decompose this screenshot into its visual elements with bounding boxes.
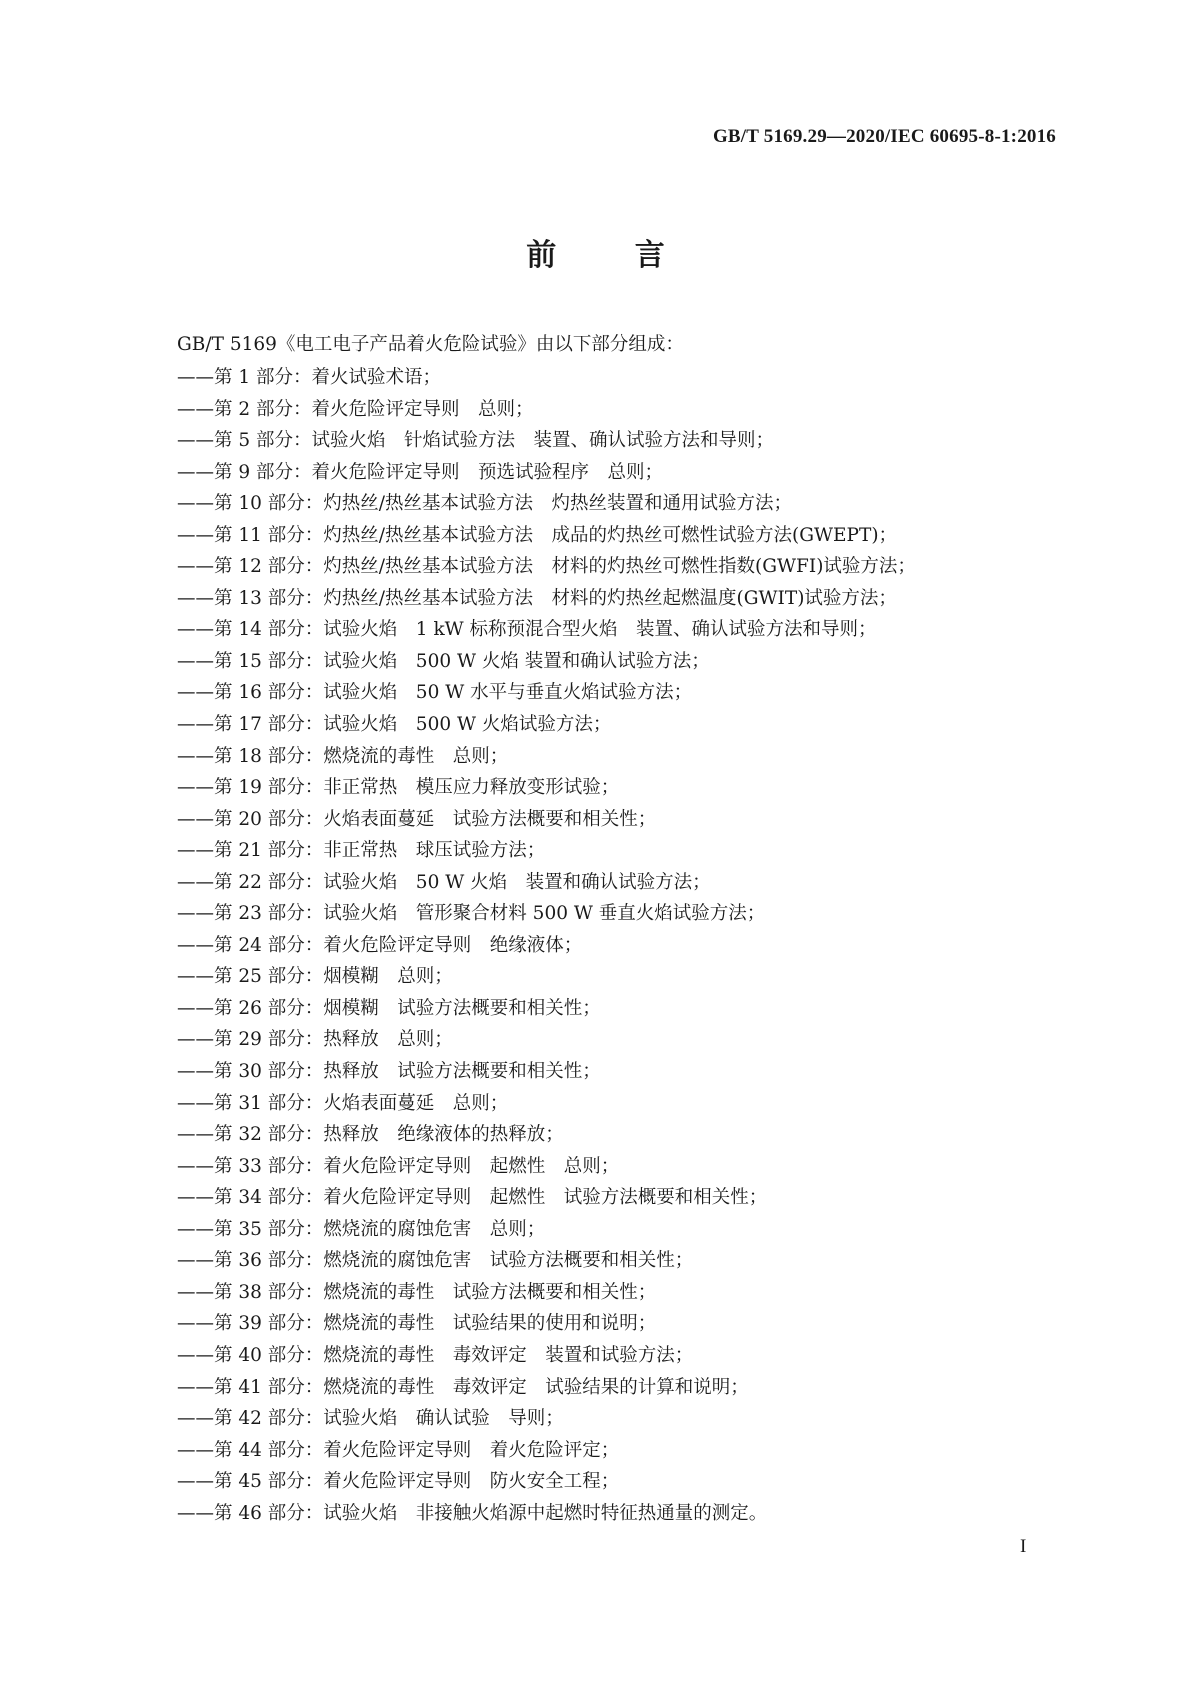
- list-item: ——第 30 部分：热释放 试验方法概要和相关性；: [177, 1061, 601, 1083]
- intro-paragraph: GB/T 5169《电工电子产品着火危险试验》由以下部分组成：: [177, 334, 684, 355]
- list-item: ——第 10 部分：灼热丝/热丝基本试验方法 灼热丝装置和通用试验方法；: [177, 493, 793, 515]
- list-item: ——第 39 部分：燃烧流的毒性 试验结果的使用和说明；: [177, 1313, 657, 1335]
- page-number: I: [1020, 1536, 1027, 1557]
- list-item: ——第 24 部分：着火危险评定导则 绝缘液体；: [177, 934, 583, 956]
- list-item: ——第 1 部分：着火试验术语；: [177, 367, 442, 388]
- list-item: ——第 36 部分：燃烧流的腐蚀危害 试验方法概要和相关性；: [177, 1250, 694, 1272]
- list-item: ——第 42 部分：试验火焰 确认试验 导则；: [177, 1408, 564, 1430]
- list-item: ——第 23 部分：试验火焰 管形聚合材料 500 W 垂直火焰试验方法；: [177, 903, 766, 925]
- list-item: ——第 25 部分：烟模糊 总则；: [177, 966, 453, 988]
- list-item: ——第 13 部分：灼热丝/热丝基本试验方法 材料的灼热丝起燃温度(GWIT)试验方法；: [177, 587, 897, 609]
- parts-list: [177, 362, 916, 1529]
- list-item: ——第 34 部分：着火危险评定导则 起燃性 试验方法概要和相关性；: [177, 1187, 768, 1209]
- list-item: ——第 16 部分：试验火焰 50 W 水平与垂直火焰试验方法；: [177, 682, 693, 704]
- page-title: 前 言: [526, 238, 699, 273]
- list-item: ——第 12 部分：灼热丝/热丝基本试验方法 材料的灼热丝可燃性指数(GWFI)试验方法；: [177, 556, 916, 578]
- list-item: ——第 22 部分：试验火焰 50 W 火焰 装置和确认试验方法；: [177, 871, 711, 893]
- list-item: ——第 32 部分：热释放 绝缘液体的热释放；: [177, 1124, 564, 1146]
- list-item: ——第 19 部分：非正常热 模压应力释放变形试验；: [177, 777, 620, 799]
- list-item: ——第 11 部分：灼热丝/热丝基本试验方法 成品的灼热丝可燃性试验方法(GWEPT)；: [177, 524, 898, 546]
- list-item: ——第 15 部分：试验火焰 500 W 火焰 装置和确认试验方法；: [177, 650, 710, 672]
- list-item: ——第 46 部分：试验火焰 非接触火焰源中起燃时特征热通量的测定。: [177, 1502, 768, 1524]
- list-item: ——第 40 部分：燃烧流的毒性 毒效评定 装置和试验方法；: [177, 1344, 694, 1366]
- list-item: ——第 41 部分：燃烧流的毒性 毒效评定 试验结果的计算和说明；: [177, 1376, 749, 1398]
- standard-code-header: GB/T 5169.29—2020/IEC 60695-8-1:2016: [712, 126, 1056, 147]
- list-item: ——第 33 部分：着火危险评定导则 起燃性 总则；: [177, 1155, 620, 1177]
- list-item: ——第 2 部分：着火危险评定导则 总则；: [177, 398, 534, 420]
- list-item: ——第 9 部分：着火危险评定导则 预选试验程序 总则；: [177, 461, 664, 483]
- list-item: ——第 5 部分：试验火焰 针焰试验方法 装置、确认试验方法和导则；: [177, 430, 775, 452]
- list-item: ——第 44 部分：着火危险评定导则 着火危险评定；: [177, 1439, 620, 1461]
- list-item: ——第 26 部分：烟模糊 试验方法概要和相关性；: [177, 997, 601, 1019]
- list-item: ——第 31 部分：火焰表面蔓延 总则；: [177, 1092, 509, 1114]
- list-item: ——第 20 部分：火焰表面蔓延 试验方法概要和相关性；: [177, 808, 657, 830]
- list-item: ——第 45 部分：着火危险评定导则 防火安全工程；: [177, 1471, 620, 1493]
- list-item: ——第 18 部分：燃烧流的毒性 总则；: [177, 745, 509, 767]
- list-item: ——第 29 部分：热释放 总则；: [177, 1029, 453, 1051]
- list-item: ——第 38 部分：燃烧流的毒性 试验方法概要和相关性；: [177, 1281, 657, 1303]
- list-item: ——第 17 部分：试验火焰 500 W 火焰试验方法；: [177, 714, 612, 736]
- list-item: ——第 21 部分：非正常热 球压试验方法；: [177, 840, 546, 862]
- list-item: ——第 35 部分：燃烧流的腐蚀危害 总则；: [177, 1218, 546, 1240]
- list-item: ——第 14 部分：试验火焰 1 kW 标称预混合型火焰 装置、确认试验方法和导则；: [177, 619, 877, 641]
